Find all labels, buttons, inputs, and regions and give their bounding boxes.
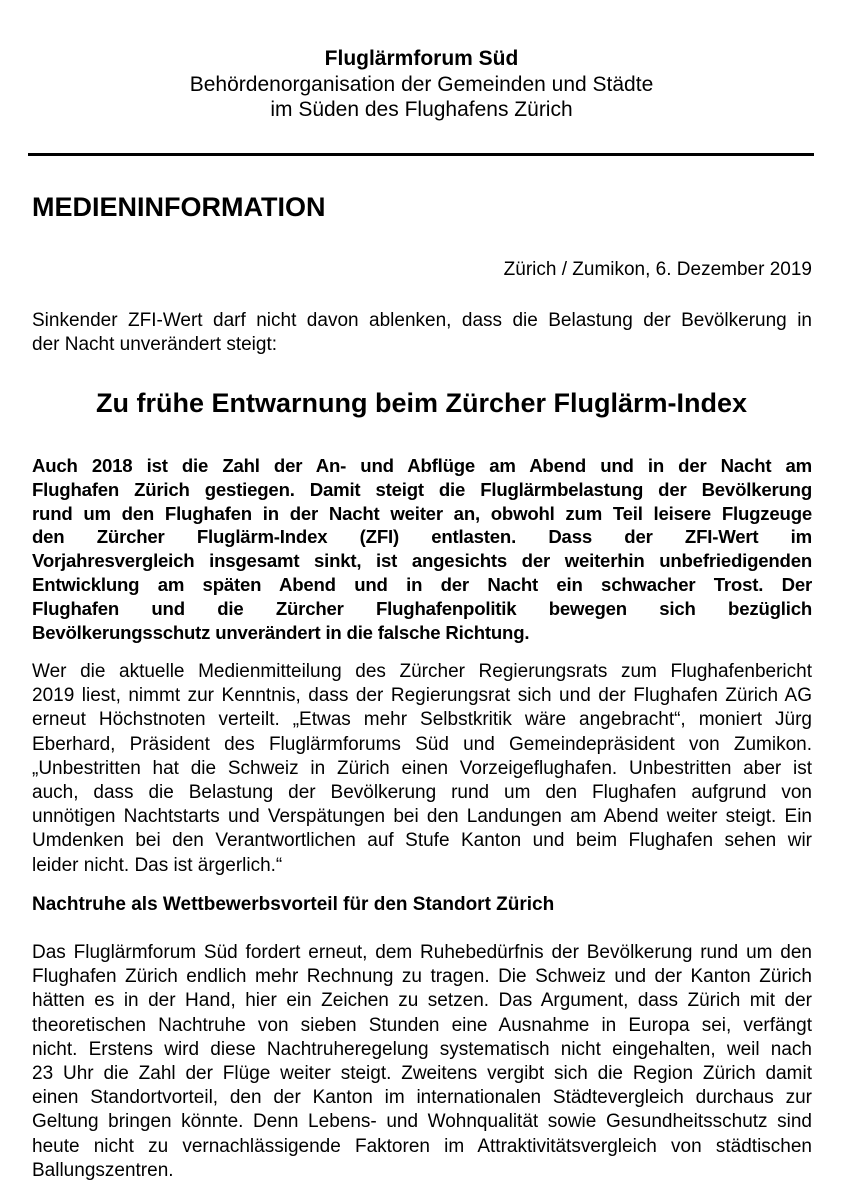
text-line: einen Standortvorteil, den der Kanton im internationalen Städtevergleich durchaus zur [32, 1087, 812, 1109]
text-line: Flughafen und die Zürcher Flughafenpolitik bewegen sich bezüglich [32, 597, 812, 619]
text-line: 23 Uhr die Zahl der Flüge weiter steigt. Zweitens vergibt sich die Region Zürich damit [32, 1063, 812, 1085]
lead-paragraph [32, 454, 812, 644]
text-line: Auch 2018 ist die Zahl der An- und Abflüge am Abend und in der Nacht am [32, 455, 812, 476]
org-region: im Süden des Flughafens Zürich [270, 98, 573, 121]
subheading: Nachtruhe als Wettbewerbsvorteil für den Standort Zürich [32, 894, 555, 915]
org-name: Fluglärmforum Süd [324, 47, 519, 70]
text-line: rund um den Flughafen in der Nacht weiter an, obwohl zum Teil leisere Flugzeuge [32, 502, 812, 524]
text-line: leider nicht. Das ist ärgerlich.“ [32, 854, 283, 876]
text-line: „Unbestritten hat die Schweiz in Zürich einen Vorzeigeflughafen. Unbestritten aber ist [32, 757, 812, 779]
text-line: Wer die aktuelle Medienmitteilung des Zürcher Regierungsrats zum Flughafenbericht [32, 661, 812, 682]
text-line: den Zürcher Fluglärm-Index (ZFI) entlasten. Dass der ZFI-Wert im [32, 526, 812, 548]
header-divider [28, 153, 814, 156]
body-paragraph-2 [32, 941, 812, 1183]
text-line: Umdenken bei den Verantwortlichen auf Stufe Kanton und beim Flughafen sehen wir [32, 830, 812, 852]
text-line: Eberhard, Präsident des Fluglärmforums Süd und Gemeindepräsident von Zumikon. [32, 733, 812, 755]
intro-paragraph [32, 309, 812, 357]
text-line: Geltung bringen könnte. Denn Lebens- und Wohnqualität sowie Gesundheitsschutz sind [32, 1111, 812, 1133]
text-line: Flughafen Zürich endlich mehr Rechnung zu tragen. Die Schweiz und der Kanton Zürich [32, 966, 812, 988]
text-line: Sinkender ZFI-Wert darf nicht davon ablenken, dass die Belastung der Bevölkerung in [32, 310, 812, 331]
text-line: Bevölkerungsschutz unverändert in die falsche Richtung. [32, 621, 530, 643]
text-line: Vorjahresvergleich insgesamt sinkt, ist angesichts der weiterhin unbefriedigenden [32, 550, 812, 572]
text-line: Entwicklung am späten Abend und in der Nacht ein schwacher Trost. Der [32, 573, 812, 595]
dateline: Zürich / Zumikon, 6. Dezember 2019 [503, 259, 812, 280]
text-line: Flughafen Zürich gestiegen. Damit steigt die Fluglärmbelastung der Bevölkerung [32, 478, 812, 500]
text-line: theoretischen Nachtruhe von sieben Stunden eine Ausnahme in Europa sei, verfängt [32, 1014, 812, 1036]
text-line: nicht. Erstens wird diese Nachtruheregelung systematisch nicht eingehalten, weil nach [32, 1038, 812, 1060]
org-description: Behördenorganisation der Gemeinden und Städte [189, 72, 654, 96]
text-line: unnötigen Nachtstarts und Verspätungen bei den Landungen am Abend weiter steigt. Ein [32, 806, 812, 828]
document-type: MEDIENINFORMATION [32, 192, 326, 222]
headline: Zu frühe Entwarnung beim Zürcher Fluglärm-Index [95, 388, 748, 418]
letterhead [0, 46, 843, 123]
text-line: erneut Höchstnoten verteilt. „Etwas mehr Selbstkritik wäre angebracht“, moniert Jürg [32, 709, 812, 731]
text-line: Ballungszentren. [32, 1159, 174, 1181]
text-line: Das Fluglärmforum Süd fordert erneut, dem Ruhebedürfnis der Bevölkerung rund um den [32, 942, 812, 963]
text-line: auch, dass die Belastung der Bevölkerung rund um den Flughafen aufgrund von [32, 782, 812, 804]
text-line: 2019 liest, nimmt zur Kenntnis, dass der Regierungsrat sich und der Flughafen Zürich AG [32, 685, 812, 707]
body-paragraph-1 [32, 660, 812, 878]
text-line: der Nacht unverändert steigt: [32, 334, 278, 356]
text-line: hätten es in der Hand, hier ein Zeichen zu setzen. Das Argument, dass Zürich mit der [32, 990, 812, 1012]
text-line: heute nicht zu vernachlässigende Faktoren im Attraktivitätsvergleich von städtischen [32, 1135, 812, 1157]
